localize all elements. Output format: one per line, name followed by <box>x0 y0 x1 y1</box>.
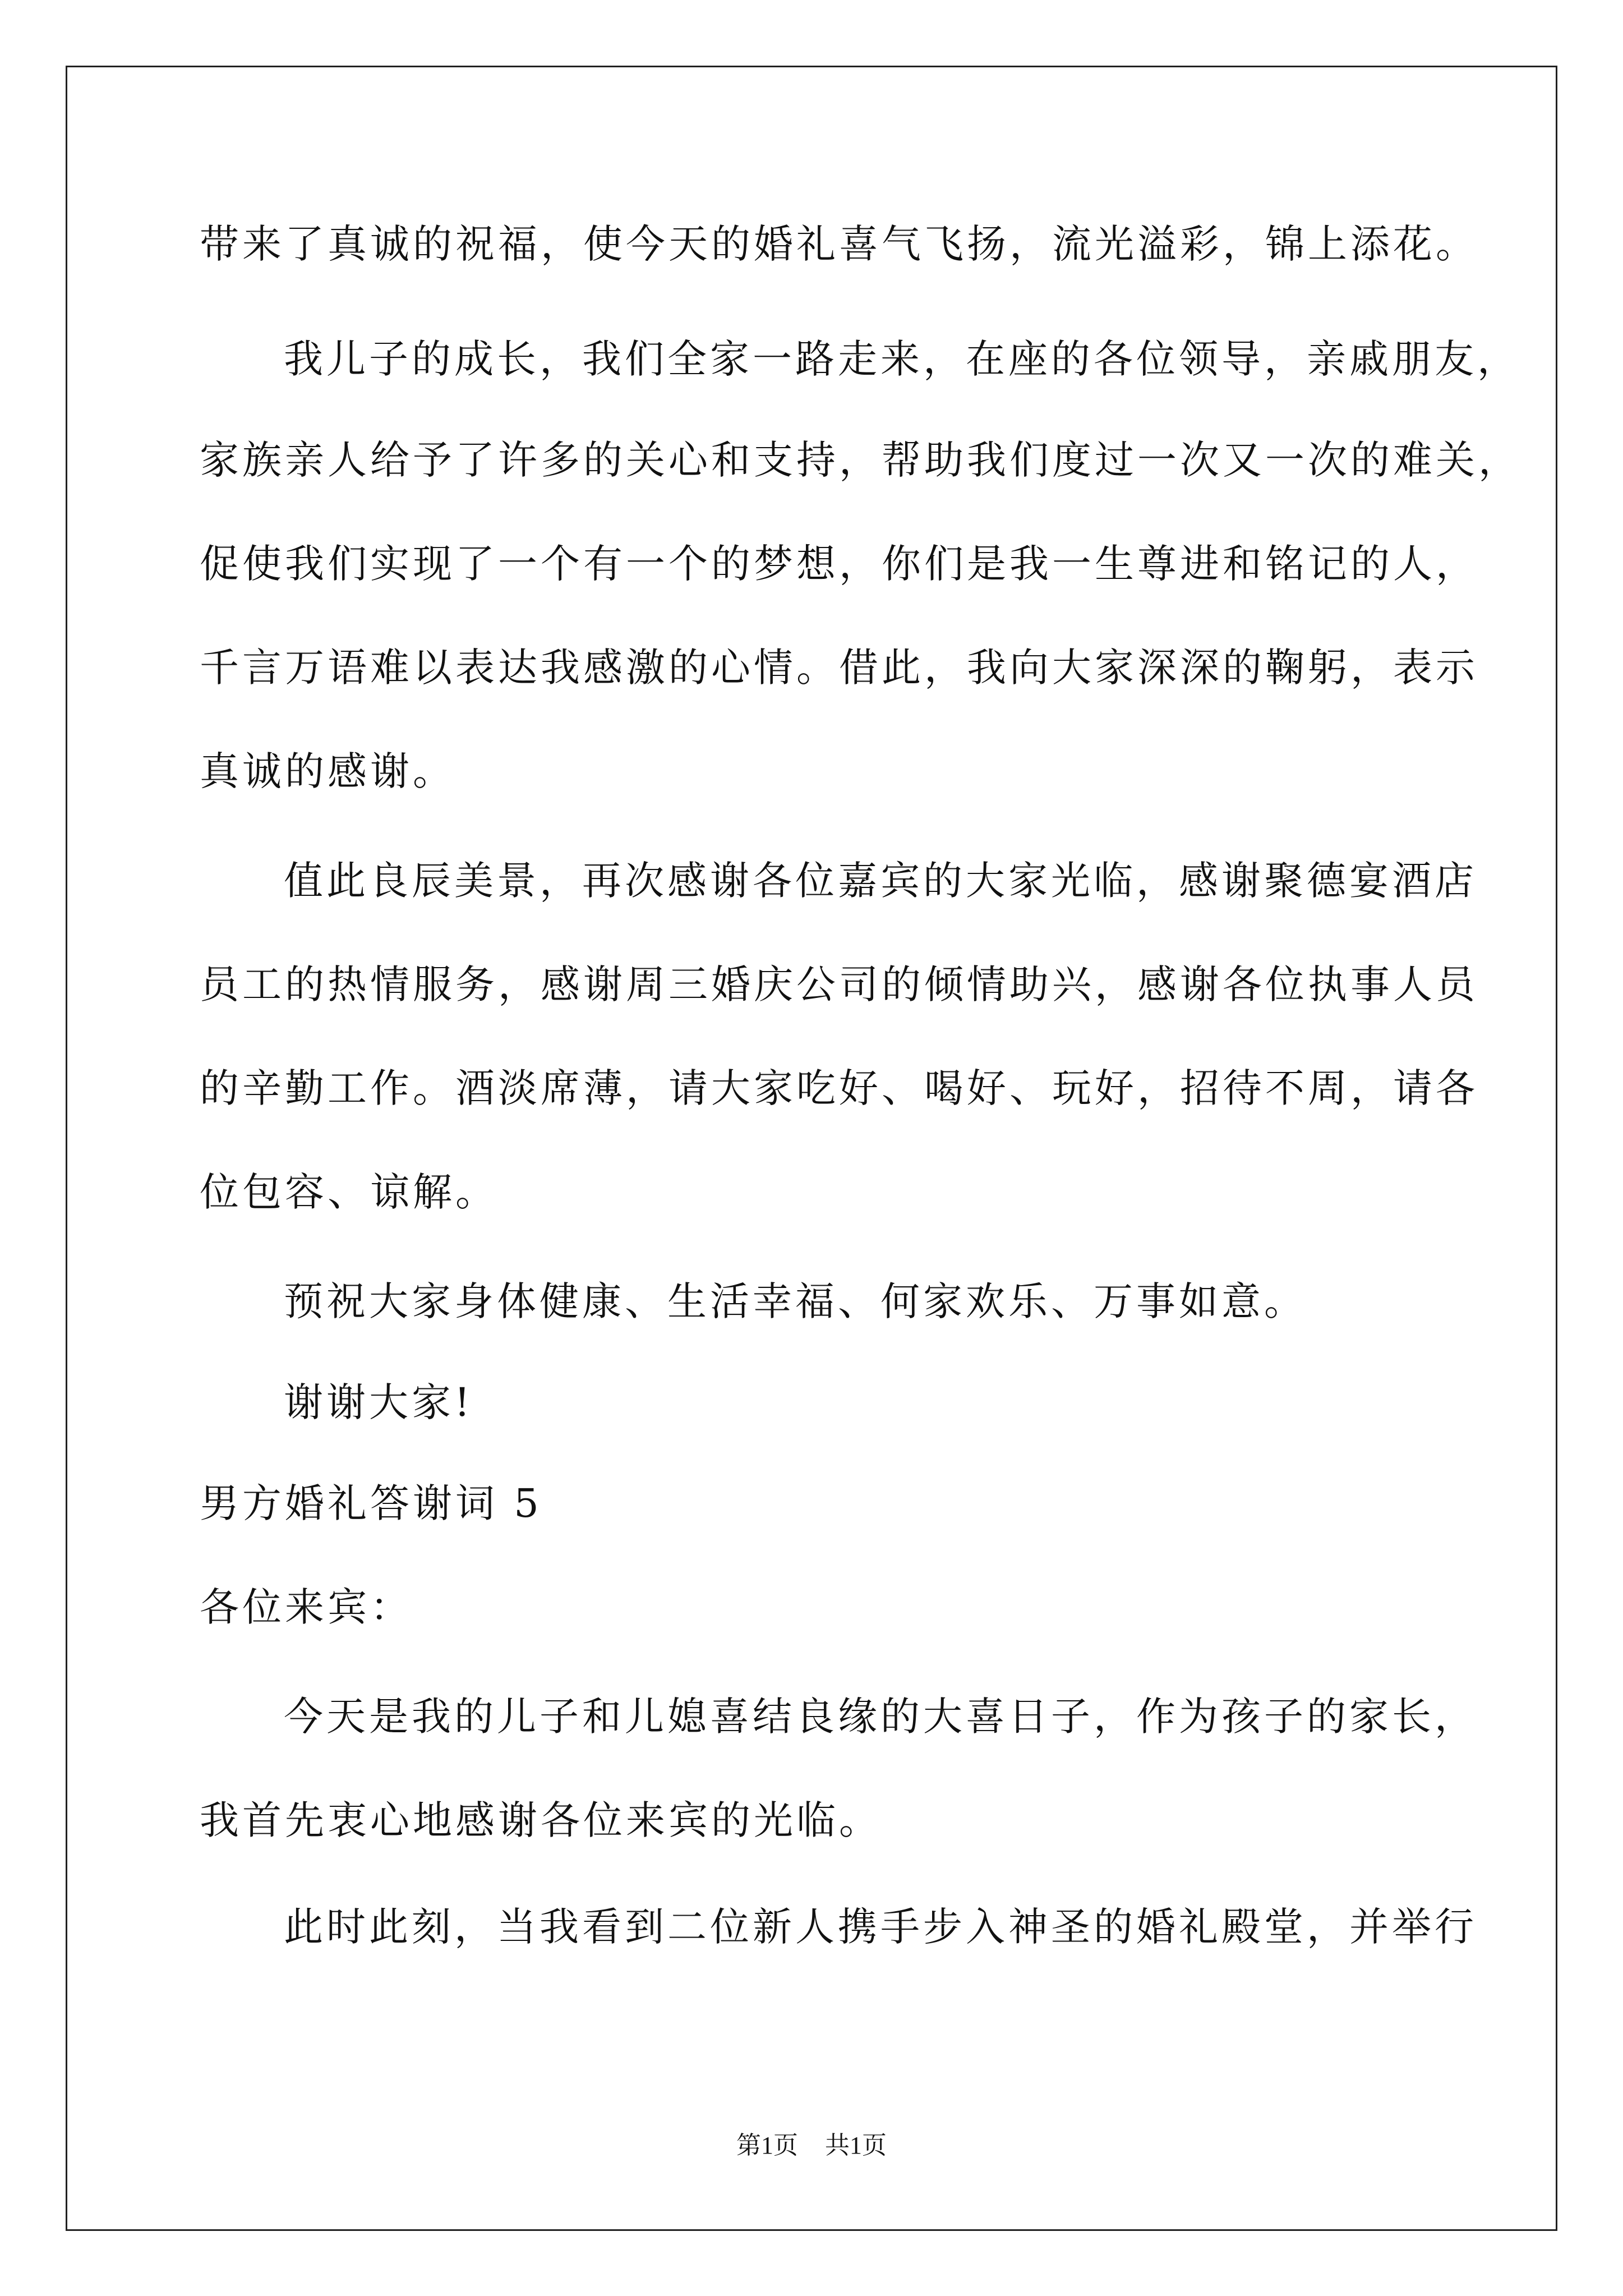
salutation: 各位来宾： <box>200 1584 413 1630</box>
page-footer <box>0 2129 1623 2162</box>
paragraph-line: 千言万语难以表达我感激的心情。借此，我向大家深深的鞠躬，表示 <box>200 645 1478 691</box>
paragraph-line: 此时此刻，当我看到二位新人携手步入神圣的婚礼殿堂，并举行 <box>284 1904 1477 1950</box>
paragraph-line: 家族亲人给予了许多的关心和支持，帮助我们度过一次又一次的难关， <box>200 437 1521 483</box>
paragraph-line: 员工的热情服务，感谢周三婚庆公司的倾情助兴，感谢各位执事人员 <box>200 961 1478 1007</box>
paragraph-line: 位包容、谅解。 <box>200 1169 498 1215</box>
paragraph-line: 我儿子的成长，我们全家一路走来，在座的各位领导，亲戚朋友， <box>284 336 1520 382</box>
paragraph-line: 我首先衷心地感谢各位来宾的光临。 <box>200 1797 882 1843</box>
paragraph-line: 谢谢大家! <box>284 1379 474 1425</box>
paragraph-line: 促使我们实现了一个有一个的梦想，你们是我一生尊进和铭记的人， <box>200 541 1478 587</box>
paragraph-line: 带来了真诚的祝福，使今天的婚礼喜气飞扬，流光溢彩，锦上添花。 <box>200 221 1478 267</box>
paragraph-line: 值此良辰美景，再次感谢各位嘉宾的大家光临，感谢聚德宴酒店 <box>284 858 1477 904</box>
page-total: 共1页 <box>825 2132 887 2159</box>
paragraph-line: 预祝大家身体健康、生活幸福、何家欢乐、万事如意。 <box>284 1278 1307 1324</box>
section-heading: 男方婚礼答谢词 5 <box>200 1480 542 1526</box>
paragraph-line: 的辛勤工作。酒淡席薄，请大家吃好、喝好、玩好，招待不周，请各 <box>200 1065 1478 1111</box>
paragraph-line: 真诚的感谢。 <box>200 748 455 794</box>
paragraph-line: 今天是我的儿子和儿媳喜结良缘的大喜日子，作为孩子的家长， <box>284 1694 1477 1740</box>
page-number: 第1页 <box>736 2132 798 2159</box>
